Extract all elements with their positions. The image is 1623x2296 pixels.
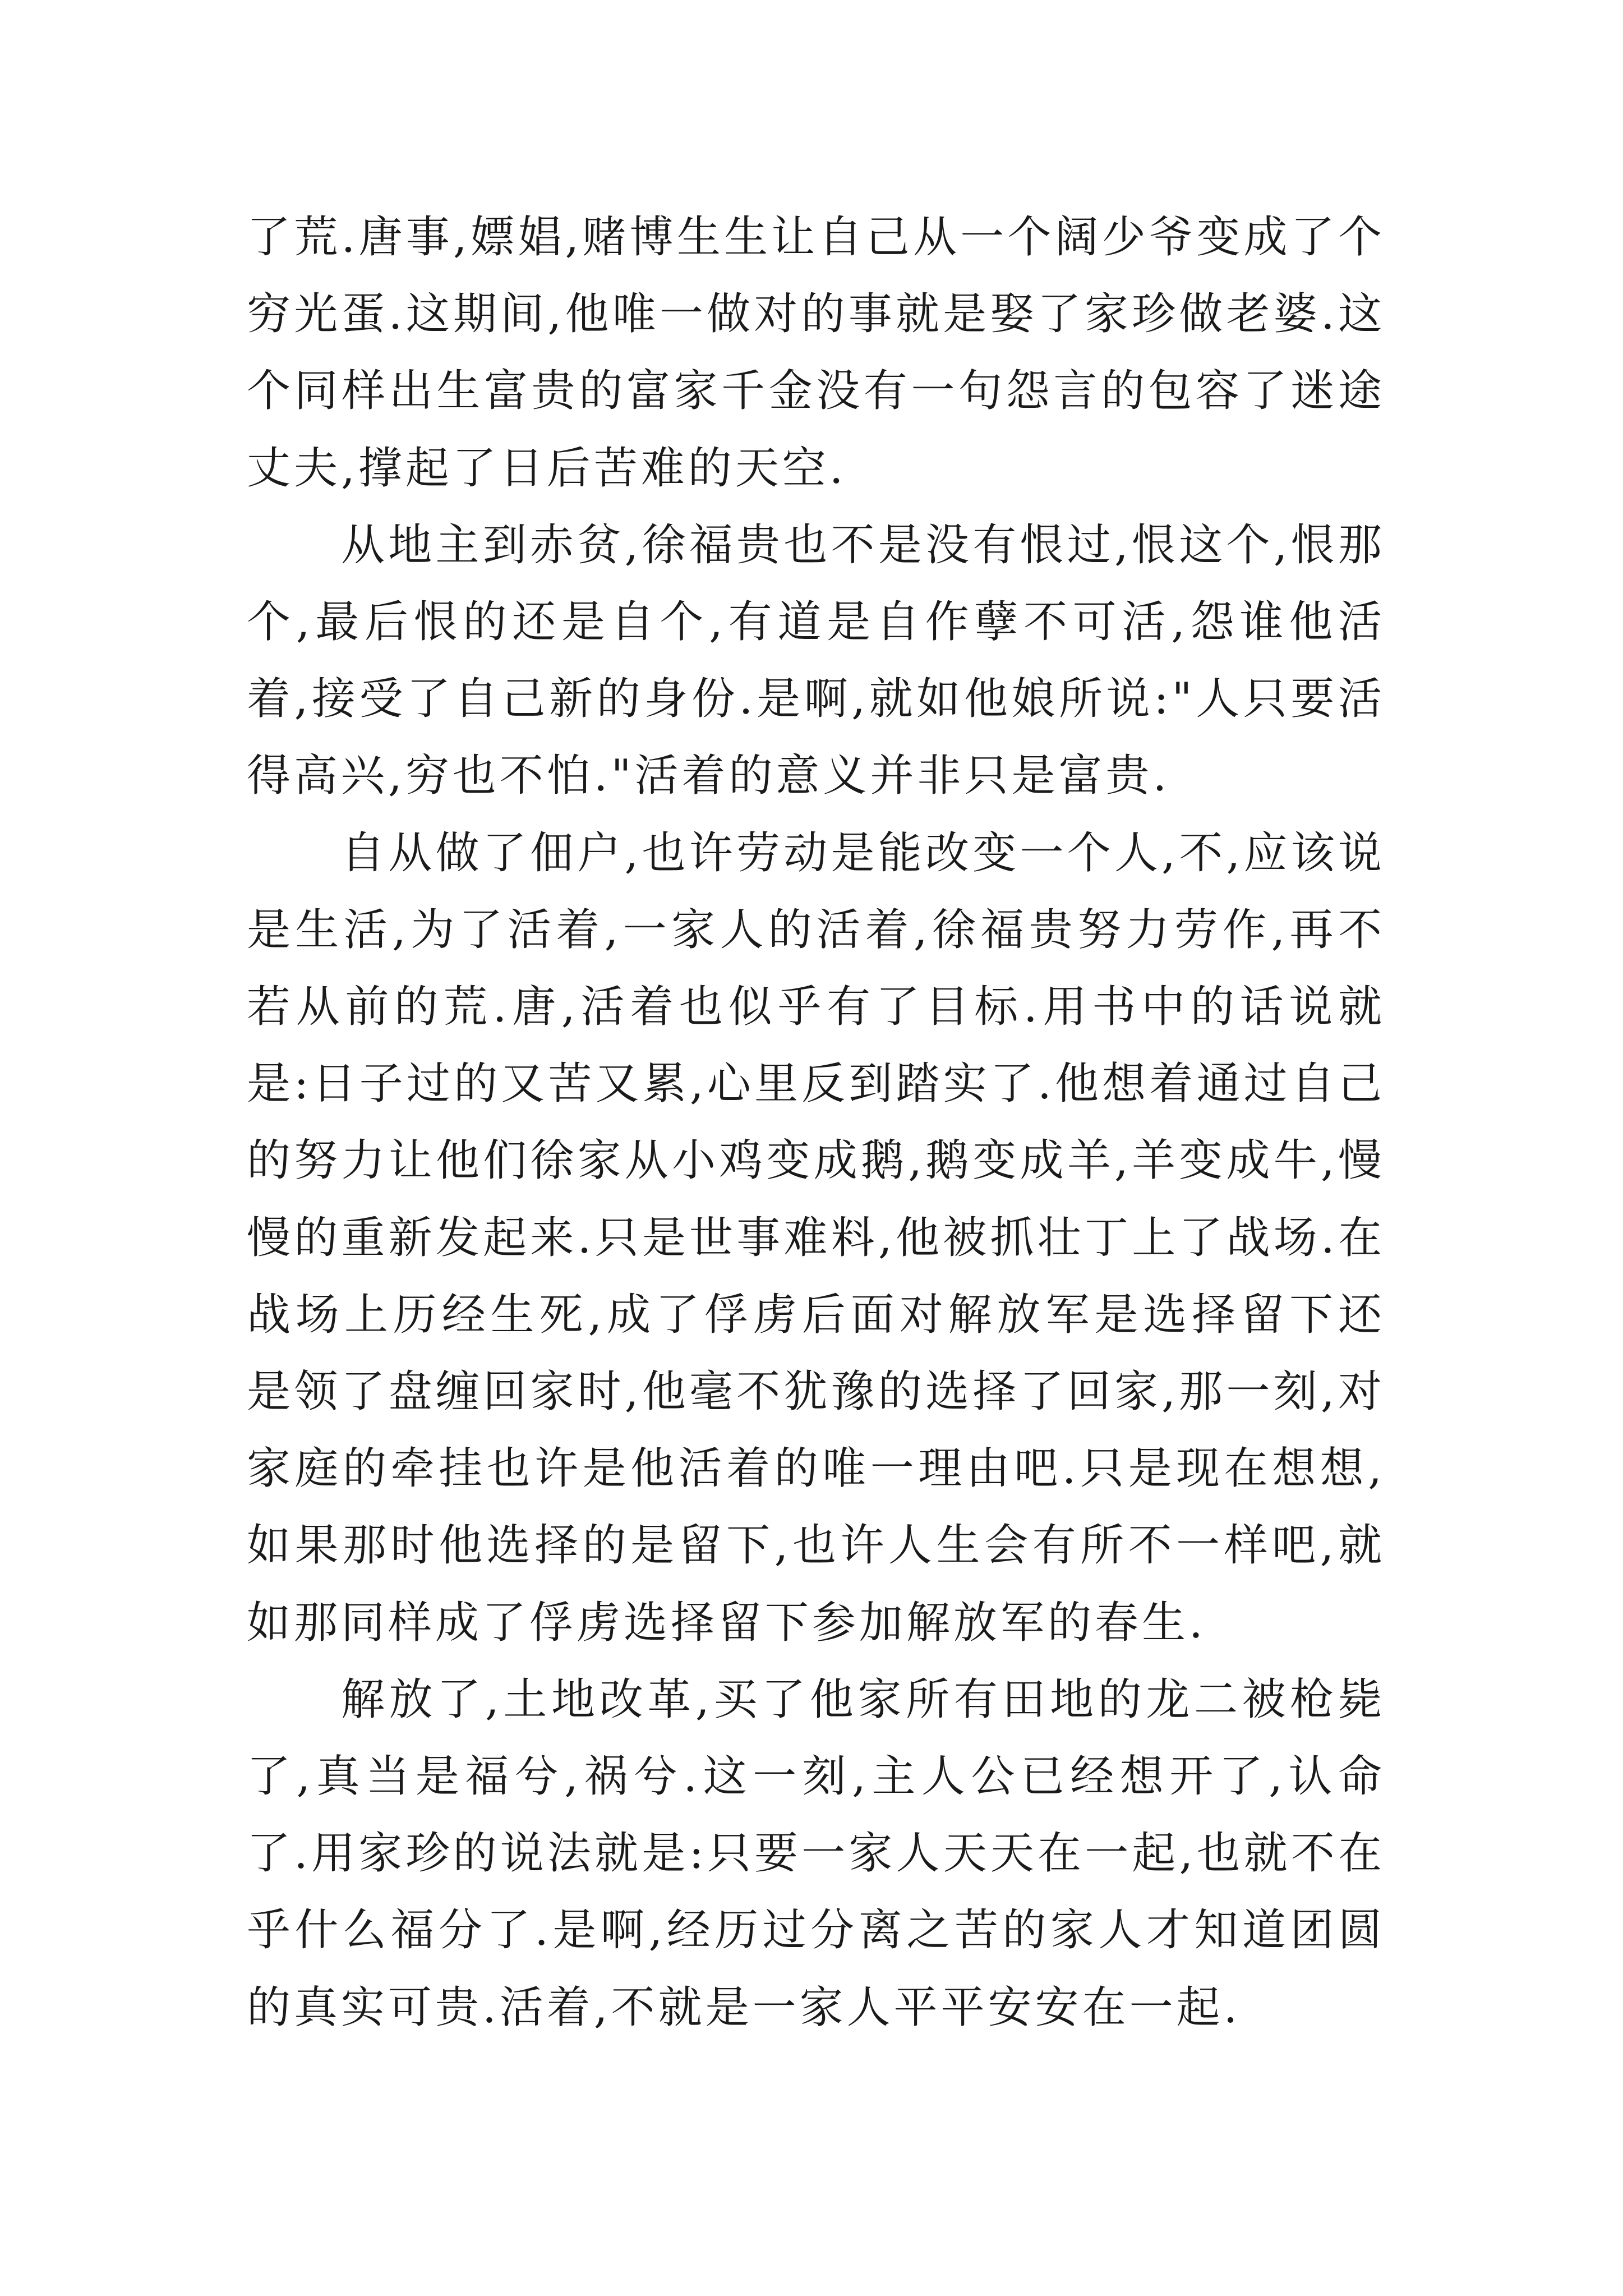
paragraph-4: 解放了,土地改革,买了他家所有田地的龙二被枪毙了,真当是福兮,祸兮.这一刻,主人公已经想开了,认命了.用家珍的说法就是:只要一家人天天在一起,也就不在乎什么福分了.是啊,经历过分离之苦的家人才知道团圆的真实可贵.活着,不就是一家人平平安安在一起. (247, 1674, 1385, 2033)
paragraph-2: 从地主到赤贫,徐福贵也不是没有恨过,恨这个,恨那个,最后恨的还是自个,有道是自作孽不可活,怨谁他活着,接受了自己新的身份.是啊,就如他娘所说:"人只要活得高兴,穷也不怕."活着的意义并非只是富贵. (247, 519, 1385, 802)
paragraph-1: 了荒.唐事,嫖娼,赌博生生让自己从一个阔少爷变成了个穷光蛋.这期间,他唯一做对的事就是娶了家珍做老婆.这个同样出生富贵的富家千金没有一句怨言的包容了迷途丈夫,撑起了日后苦难的天空. (247, 212, 1385, 494)
paragraph-3: 自从做了佃户,也许劳动是能改变一个人,不,应该说是生活,为了活着,一家人的活着,徐福贵努力劳作,再不若从前的荒.唐,活着也似乎有了目标.用书中的话说就是:日子过的又苦又累,心里反到踏实了.他想着通过自己的努力让他们徐家从小鸡变成鹅,鹅变成羊,羊变成牛,慢慢的重新发起来.只是世事难料,他被抓壮丁上了战场.在战场上历经生死,成了俘虏后面对解放军是选择留下还是领了盘缠回家时,他毫不犹豫的选择了回家,那一刻,对家庭的牵挂也许是他活着的唯一理由吧.只是现在想想,如果那时他选择的是留下,也许人生会有所不一样吧,就如那同样成了俘虏选择留下参加解放军的春生. (247, 827, 1385, 1648)
body-text (247, 199, 1385, 2046)
